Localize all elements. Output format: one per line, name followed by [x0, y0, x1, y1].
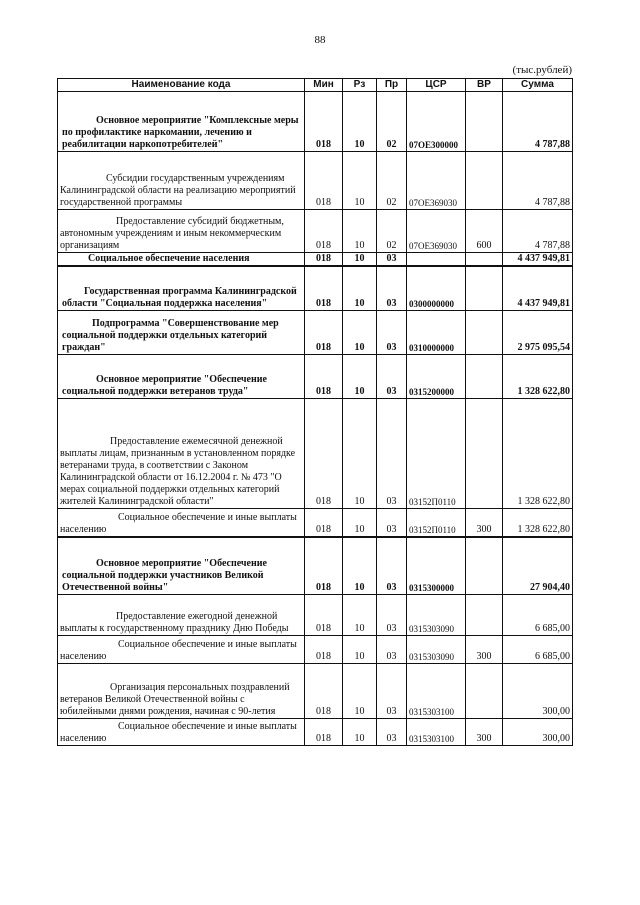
row-sum-cell: 300,00 [503, 663, 573, 718]
row-vr-cell [466, 152, 503, 210]
row-rz-cell: 10 [343, 398, 377, 508]
row-min-cell: 018 [305, 663, 343, 718]
row-sum-cell: 6 685,00 [503, 635, 573, 663]
row-vr-cell [466, 594, 503, 635]
row-csr-cell [407, 253, 466, 267]
row-vr-cell [466, 663, 503, 718]
row-csr-cell: 0315303090 [407, 594, 466, 635]
row-name-cell: Социальное обеспечение и иные выплаты населению [58, 718, 305, 745]
row-name-cell: Социальное обеспечение населения [58, 253, 305, 267]
column-header-csr: ЦСР [407, 79, 466, 92]
row-vr-cell: 300 [466, 508, 503, 537]
row-csr-cell: 07OE369030 [407, 210, 466, 253]
row-csr-cell: 0315303090 [407, 635, 466, 663]
budget-table [57, 78, 573, 746]
row-rz-cell: 10 [343, 508, 377, 537]
row-csr-cell: 07OE300000 [407, 92, 466, 152]
page-number: 88 [314, 34, 326, 46]
row-min-cell: 018 [305, 310, 343, 354]
row-rz-cell: 10 [343, 210, 377, 253]
row-csr-cell: 0315300000 [407, 537, 466, 594]
row-pr-cell: 02 [377, 152, 407, 210]
column-header-name: Наименование кода [58, 79, 305, 92]
row-min-cell: 018 [305, 266, 343, 310]
row-name-cell: Предоставление субсидий бюджетным, автономным учреждениям и иным некоммерческим организациям [58, 210, 305, 253]
row-csr-cell: 0315303100 [407, 718, 466, 745]
row-name-cell: Подпрограмма "Совершенствование мер социальной поддержки отдельных категорий граждан" [58, 310, 305, 354]
row-name-cell: Субсидии государственным учреждениям Калининградской области на реализацию мероприятий государственной программы [58, 152, 305, 210]
row-min-cell: 018 [305, 508, 343, 537]
row-sum-cell: 27 904,40 [503, 537, 573, 594]
row-min-cell: 018 [305, 92, 343, 152]
row-csr-cell: 0300000000 [407, 266, 466, 310]
row-rz-cell: 10 [343, 594, 377, 635]
row-min-cell: 018 [305, 635, 343, 663]
row-vr-cell [466, 266, 503, 310]
row-rz-cell: 10 [343, 635, 377, 663]
row-rz-cell: 10 [343, 718, 377, 745]
units-label: (тыс.рублей) [512, 64, 572, 76]
table-row [58, 537, 573, 594]
row-csr-cell: 0310000000 [407, 310, 466, 354]
row-name-cell: Основное мероприятие "Обеспечение социальной поддержки ветеранов труда" [58, 354, 305, 398]
row-sum-cell: 4 787,88 [503, 210, 573, 253]
row-sum-cell: 1 328 622,80 [503, 354, 573, 398]
row-vr-cell [466, 398, 503, 508]
table-row [58, 266, 573, 310]
row-vr-cell [466, 354, 503, 398]
row-vr-cell: 600 [466, 210, 503, 253]
row-csr-cell: 0315303100 [407, 663, 466, 718]
table-row [58, 635, 573, 663]
row-pr-cell: 03 [377, 266, 407, 310]
row-name-cell: Предоставление ежегодной денежной выплаты к государственному празднику Дню Победы [58, 594, 305, 635]
table-row [58, 663, 573, 718]
row-rz-cell: 10 [343, 92, 377, 152]
row-pr-cell: 03 [377, 398, 407, 508]
table-row [58, 354, 573, 398]
row-min-cell: 018 [305, 398, 343, 508]
row-name-cell: Социальное обеспечение и иные выплаты населению [58, 635, 305, 663]
row-csr-cell: 03152П0110 [407, 508, 466, 537]
row-sum-cell: 4 437 949,81 [503, 253, 573, 267]
row-rz-cell: 10 [343, 537, 377, 594]
row-csr-cell: 0315200000 [407, 354, 466, 398]
row-name-cell: Социальное обеспечение и иные выплаты населению [58, 508, 305, 537]
row-pr-cell: 03 [377, 718, 407, 745]
row-rz-cell: 10 [343, 663, 377, 718]
row-rz-cell: 10 [343, 266, 377, 310]
row-min-cell: 018 [305, 537, 343, 594]
row-pr-cell: 03 [377, 594, 407, 635]
row-min-cell: 018 [305, 354, 343, 398]
row-min-cell: 018 [305, 152, 343, 210]
table-row [58, 253, 573, 267]
row-sum-cell: 1 328 622,80 [503, 398, 573, 508]
row-pr-cell: 03 [377, 253, 407, 267]
row-sum-cell: 4 787,88 [503, 152, 573, 210]
row-pr-cell: 03 [377, 508, 407, 537]
row-name-cell: Основное мероприятие "Обеспечение социальной поддержки участников Великой Отечественной войны" [58, 537, 305, 594]
row-min-cell: 018 [305, 718, 343, 745]
row-pr-cell: 02 [377, 210, 407, 253]
row-rz-cell: 10 [343, 310, 377, 354]
column-header-pr: Пр [377, 79, 407, 92]
row-sum-cell: 4 437 949,81 [503, 266, 573, 310]
column-header-min: Мин [305, 79, 343, 92]
table-row [58, 210, 573, 253]
row-pr-cell: 03 [377, 310, 407, 354]
row-sum-cell: 1 328 622,80 [503, 508, 573, 537]
table-header-row [58, 79, 573, 92]
row-pr-cell: 03 [377, 537, 407, 594]
table-row [58, 398, 573, 508]
row-sum-cell: 2 975 095,54 [503, 310, 573, 354]
row-sum-cell: 6 685,00 [503, 594, 573, 635]
row-name-cell: Основное мероприятие "Комплексные меры по профилактике наркомании, лечению и реабилитации наркопотребителей" [58, 92, 305, 152]
row-pr-cell: 03 [377, 663, 407, 718]
row-csr-cell: 07OE369030 [407, 152, 466, 210]
row-name-cell: Организация персональных поздравлений ветеранов Великой Отечественной войны с юбилейными днями рождения, начиная с 90-летия [58, 663, 305, 718]
row-min-cell: 018 [305, 210, 343, 253]
row-rz-cell: 10 [343, 354, 377, 398]
column-header-vr: ВР [466, 79, 503, 92]
table-row [58, 594, 573, 635]
row-name-cell: Государственная программа Калининградской области "Социальная поддержка населения" [58, 266, 305, 310]
table-row [58, 92, 573, 152]
row-name-cell: Предоставление ежемесячной денежной выплаты лицам, признанным в установленном порядке ветеранами труда, в соответствии с Законом Калининградской области от 16.12.2004 г. № 473 "О мерах социальной поддержки отдельных категорий жителей Калининградской области" [58, 398, 305, 508]
row-sum-cell: 4 787,88 [503, 92, 573, 152]
row-min-cell: 018 [305, 594, 343, 635]
row-rz-cell: 10 [343, 152, 377, 210]
table-row [58, 310, 573, 354]
row-vr-cell [466, 310, 503, 354]
row-vr-cell [466, 92, 503, 152]
row-pr-cell: 02 [377, 92, 407, 152]
column-header-sum: Сумма [503, 79, 573, 92]
table-row [58, 152, 573, 210]
row-min-cell: 018 [305, 253, 343, 267]
row-sum-cell: 300,00 [503, 718, 573, 745]
row-vr-cell: 300 [466, 635, 503, 663]
table-row [58, 508, 573, 537]
row-pr-cell: 03 [377, 354, 407, 398]
row-rz-cell: 10 [343, 253, 377, 267]
row-vr-cell: 300 [466, 718, 503, 745]
row-pr-cell: 03 [377, 635, 407, 663]
row-vr-cell [466, 253, 503, 267]
row-vr-cell [466, 537, 503, 594]
column-header-rz: Рз [343, 79, 377, 92]
row-csr-cell: 03152П0110 [407, 398, 466, 508]
table-row [58, 718, 573, 745]
